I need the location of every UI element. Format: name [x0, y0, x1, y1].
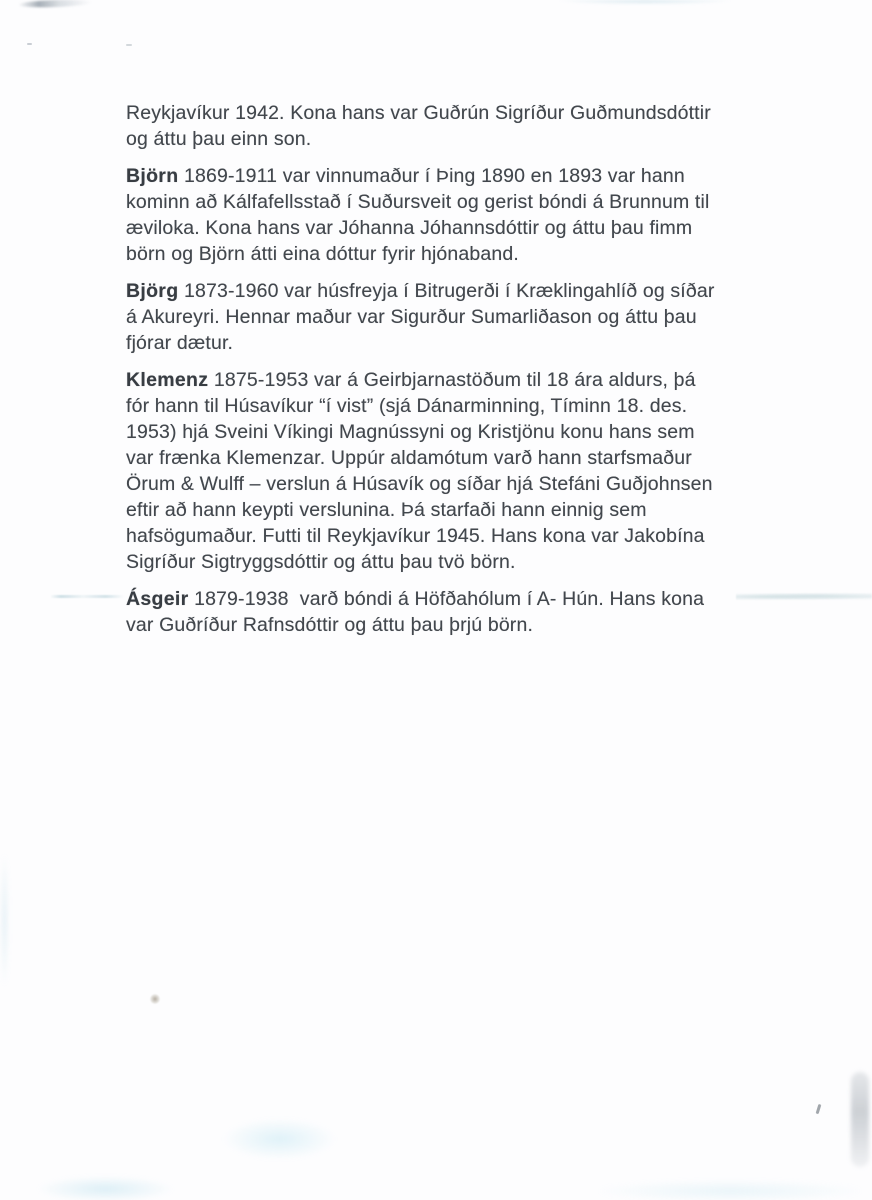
scan-tint-bottom-left [38, 1176, 173, 1200]
scan-tint-bottom-right [600, 1180, 860, 1200]
text-line: eftir að hann keypti verslunina. Þá starfaði hann einnig sem [126, 499, 647, 521]
scan-smudge-top-left [18, 0, 92, 8]
stray-ink-mark [816, 1104, 821, 1114]
text-line: æviloka. Kona hans var Jóhanna Jóhannsdóttir og áttu þau fimm [126, 217, 693, 239]
person-name: Ásgeir [126, 588, 189, 610]
text-line: á Akureyri. Hennar maður var Sigurður Sumarliðason og áttu þau [126, 306, 697, 328]
text-line: og áttu þau einn son. [126, 128, 312, 150]
text-line: Reykjavíkur 1942. Kona hans var Guðrún Sigríður Guðmundsdóttir [126, 102, 711, 124]
text-line: 1953) hjá Sveini Víkingi Magnússyni og Kristjönu konu hans sem [126, 421, 695, 443]
scan-tint-left-edge [0, 855, 9, 985]
text-line: Sigríður Sigtryggsdóttir og áttu þau tvö börn. [126, 551, 516, 573]
text-line: Ásgeir 1879-1938 varð bóndi á Höfðahólum í A- Hún. Hans kona [126, 588, 705, 610]
text-line: var Guðríður Rafnsdóttir og áttu þau þrjú börn. [126, 614, 534, 636]
paragraph-klemenz [126, 367, 806, 575]
text-line: fjórar dætur. [126, 332, 234, 354]
text-line: Björg 1873-1960 var húsfreyja í Bitrugerði í Kræklingahlíð og síðar [126, 280, 715, 302]
scan-smudge-right-edge [851, 1072, 869, 1167]
paragraph-reykjavik-continuation [126, 100, 806, 152]
text-line: Klemenz 1875-1953 var á Geirbjarnastöðum til 18 ára aldurs, þá [126, 369, 696, 391]
person-name: Björn [126, 165, 179, 187]
paragraph-bjorn [126, 163, 806, 267]
scan-tint-bottom-center [222, 1118, 337, 1160]
person-name: Björg [126, 280, 179, 302]
scan-speck [126, 44, 132, 46]
text-line: börn og Björn átti eina dóttur fyrir hjónaband. [126, 243, 519, 265]
scan-smudge-top-center [560, 0, 730, 5]
text-line: Björn 1869-1911 var vinnumaður í Þing 1890 en 1893 var hann [126, 165, 685, 187]
text-line: Örum & Wulff – verslun á Húsavík og síðar hjá Stefáni Guðjohnsen [126, 473, 713, 495]
text-line: fór hann til Húsavíkur “í vist” (sjá Dánarminning, Tíminn 18. des. [126, 395, 688, 417]
scan-streak-left [50, 595, 124, 598]
document-text-block [126, 100, 806, 649]
person-name: Klemenz [126, 369, 209, 391]
text-line: var frænka Klemenzar. Uppúr aldamótum varð hann starfsmaður [126, 447, 692, 469]
scan-speck [27, 43, 32, 45]
paragraphs [126, 100, 806, 638]
paragraph-asgeir [126, 586, 806, 638]
text-line: hafsögumaður. Futti til Reykjavíkur 1945. Hans kona var Jakobína [126, 525, 705, 547]
scan-dot-smudge [150, 994, 160, 1004]
paragraph-bjorg [126, 278, 806, 356]
text-line: kominn að Kálfafellsstað í Suðursveit og gerist bóndi á Brunnum til [126, 191, 710, 213]
